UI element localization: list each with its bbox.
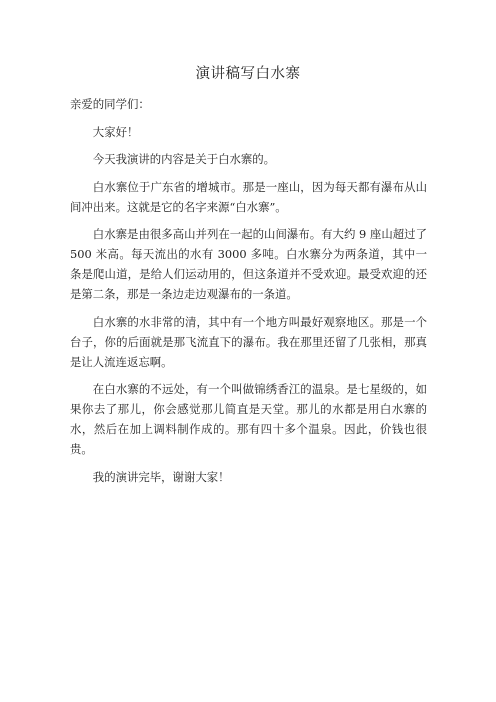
paragraph-hot-spring: 在白水寨的不远处，有一个叫做锦绣香江的温泉。是七星级的，如果你去了那儿，你会感觉那儿简直是天堂。那儿的水都是用白水寨的水，然后在加上调料制作成的。那有四十多个温泉。因此，价钱也很贵。 xyxy=(70,382,427,456)
paragraph-topic: 今天我演讲的内容是关于白水寨的。 xyxy=(92,152,276,166)
salutation: 亲爱的同学们： xyxy=(70,97,150,111)
paragraph-water: 白水寨的水非常的清，其中有一个地方叫最好观察地区。那是一个台子，你的后面就是那飞流直下的瀑布。我在那里还留了几张相，那真是让人流连返忘啊。 xyxy=(70,314,427,369)
paragraph-closing: 我的演讲完毕，谢谢大家！ xyxy=(92,469,230,484)
paragraph-mountains: 白水寨是由很多高山并列在一起的山间瀑布。有大约 9 座山超过了 500 米高。每天流出的水有 3000 多吨。白水寨分为两条道，其中一条是爬山道，是给人们运动用的，但这条道并不受欢迎。最受欢迎的还是第二条，那是一条边走边观瀑布的一条道。 xyxy=(70,227,427,301)
document-body xyxy=(70,94,427,494)
document-title: 演讲稿写白水寨 xyxy=(195,66,301,82)
paragraph-greeting: 大家好！ xyxy=(92,124,139,139)
paragraph-location: 白水寨位于广东省的增城市。那是一座山，因为每天都有瀑布从山间冲出来。这就是它的名字来源“白水寨”。 xyxy=(70,179,427,214)
